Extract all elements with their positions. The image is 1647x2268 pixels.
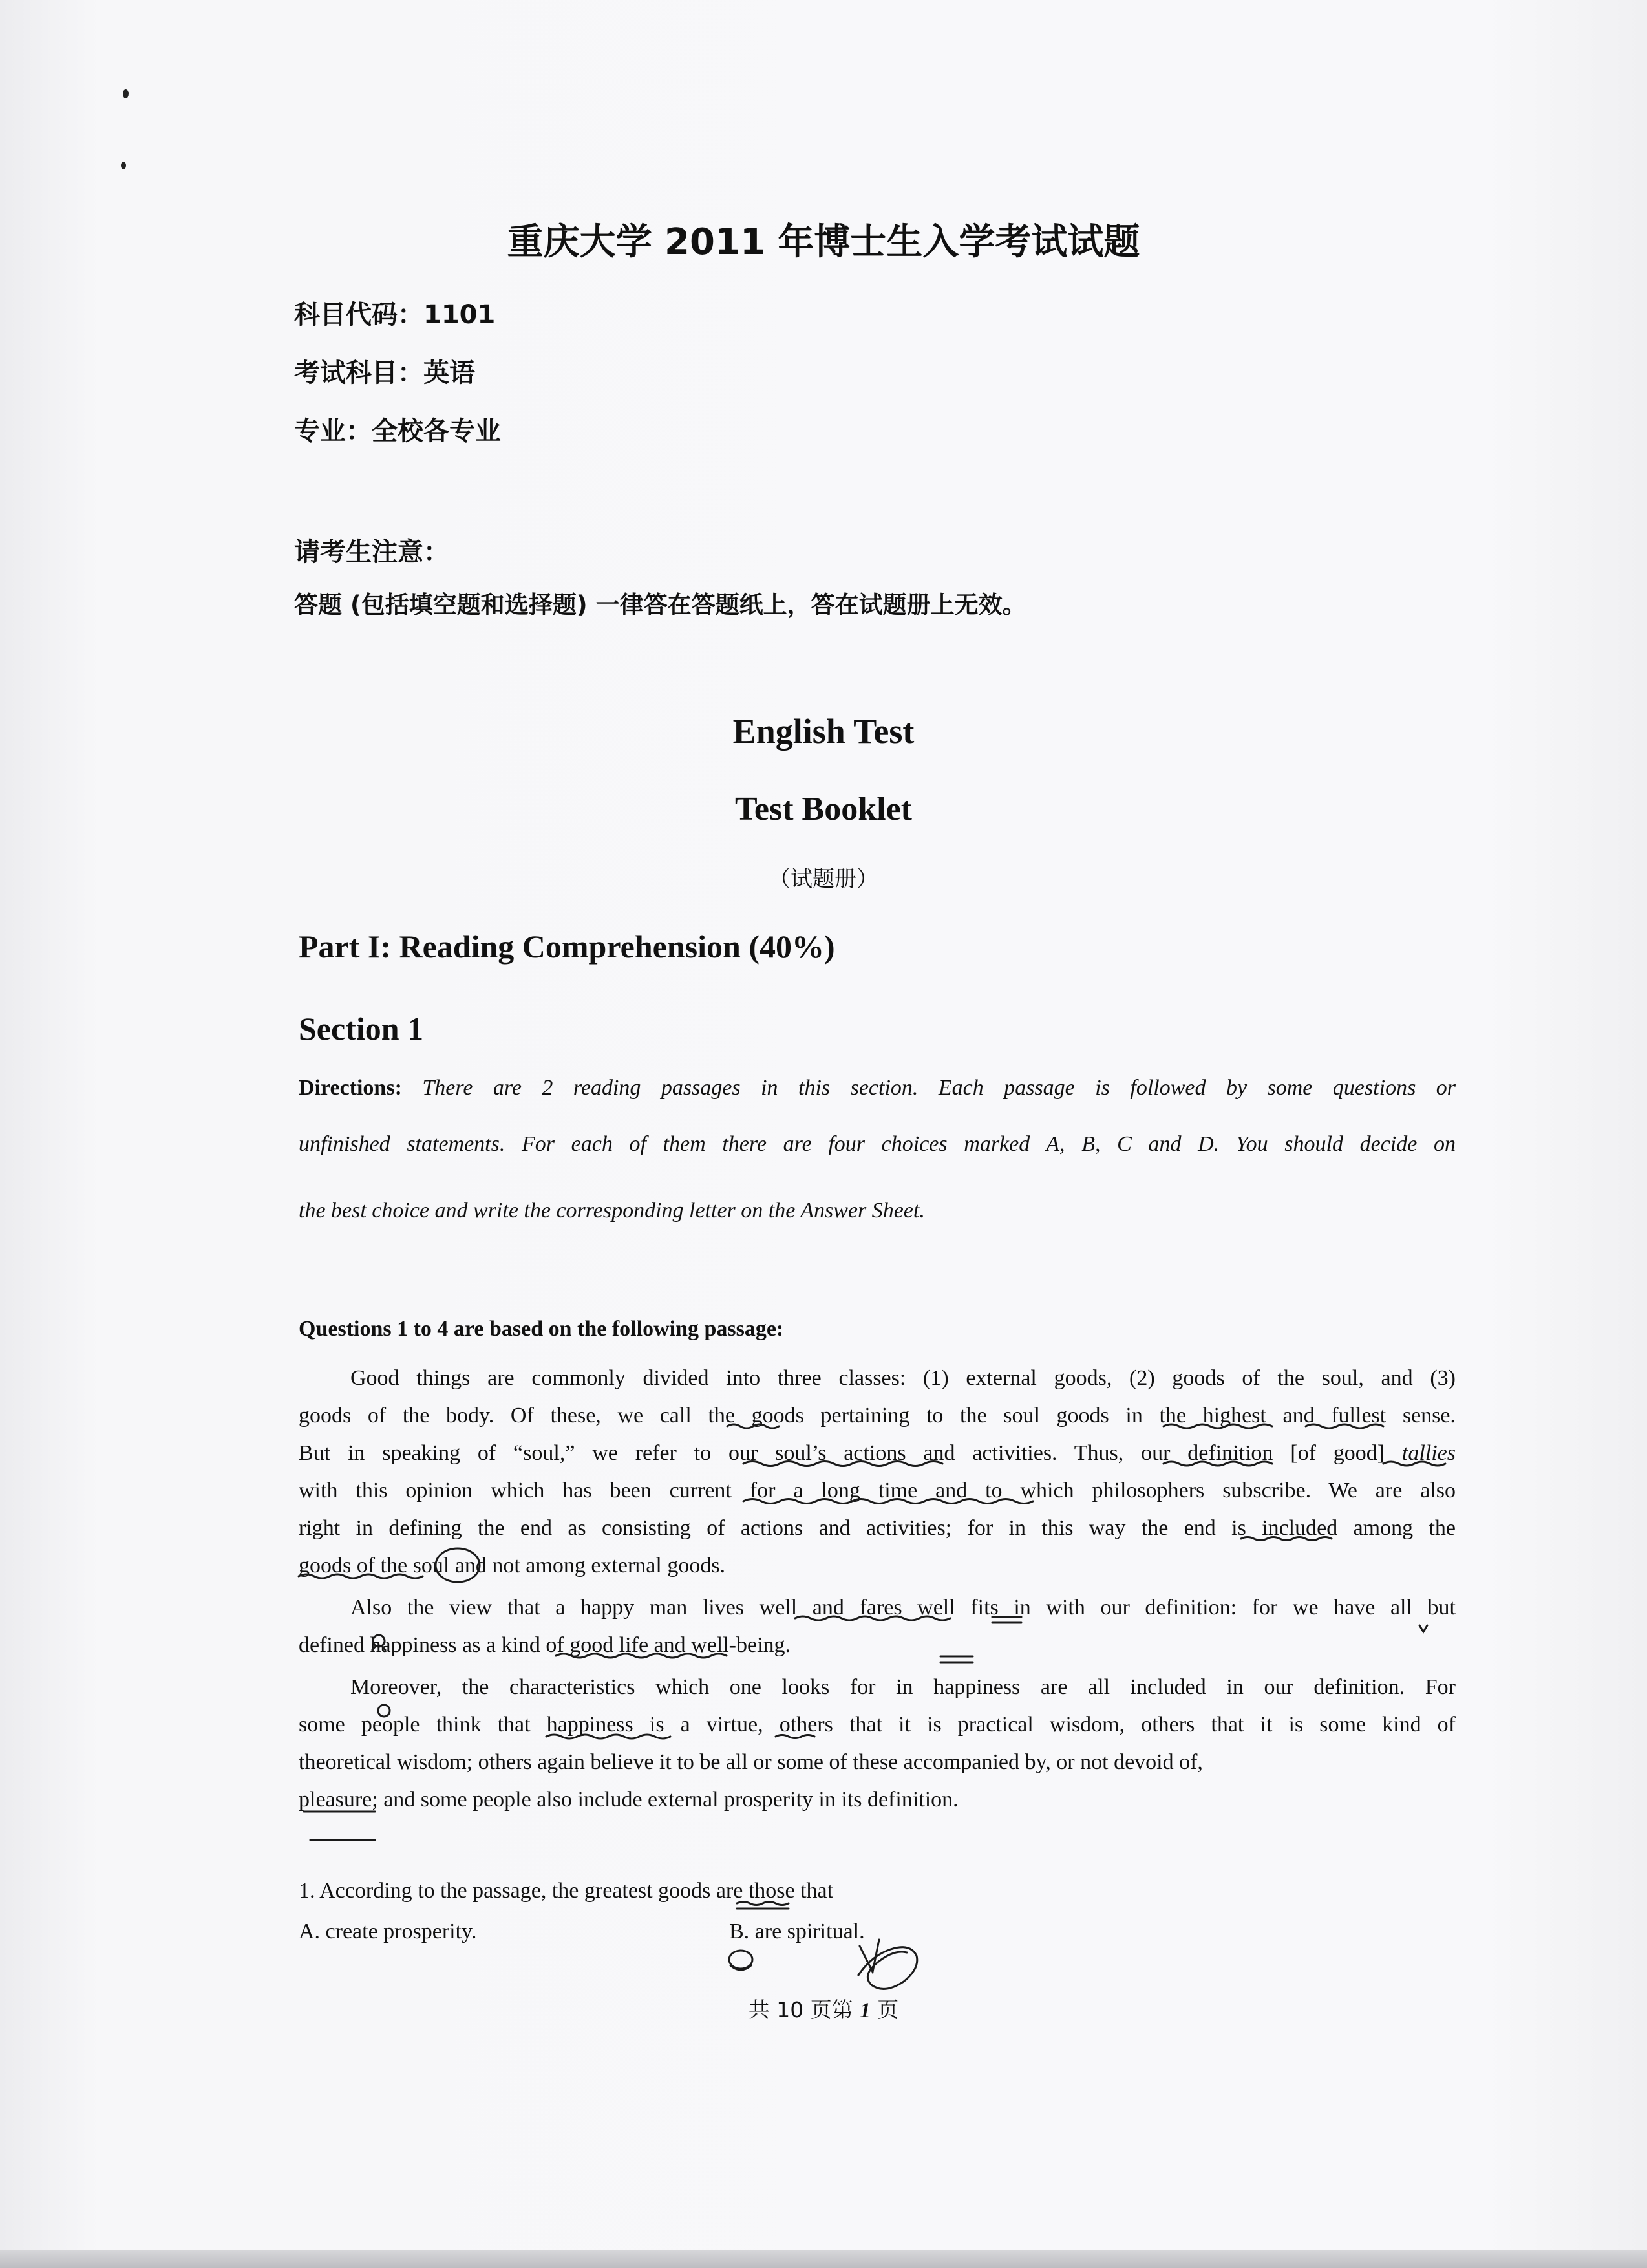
p3-line-1: Moreover, the characteristics which one looks for in happiness are all included in our definition. For [350, 1675, 1456, 1699]
booklet-cn-label: （试题册） [769, 866, 878, 892]
footer-prefix: 共 10 页第 [748, 1997, 853, 2022]
major: 专业：全校各专业 [294, 416, 501, 446]
directions-line-1 [299, 1075, 1456, 1101]
footer-page-number: 1 [860, 1999, 871, 2022]
directions-line-3: the best choice and write the corresponding letter on the Answer Sheet. [299, 1199, 925, 1223]
section-title: Section 1 [299, 1011, 424, 1047]
punch-hole-top [123, 89, 129, 98]
directions-line-2: unfinished statements. For each of them there are four choices marked A, B, C and D. You should decide on [299, 1132, 1456, 1156]
p1-line-4: with this opinion which has been current for a long time and to which philosophers subscribe. We are also [299, 1479, 1456, 1503]
p3-line-4: pleasure; and some people also include external prosperity in its definition. [299, 1788, 959, 1812]
notice-heading: 请考生注意： [294, 537, 449, 567]
tallies-word: tallies [1401, 1441, 1456, 1465]
p3-line-3: theoretical wisdom; others again believe it to be all or some of these accompanied by, or not devoid of, [299, 1750, 1203, 1774]
p1-line-3 [299, 1440, 1456, 1466]
p2-line-1: Also the view that a happy man lives well and fares well fits in with our definition: for we have all but [350, 1596, 1456, 1620]
question-1-option-b: B. are spiritual. [729, 1920, 865, 1943]
p1-line-1: Good things are commonly divided into three classes: (1) external goods, (2) goods of the soul, and (3) [350, 1366, 1456, 1390]
booklet-title: Test Booklet [735, 791, 912, 828]
subject-code: 科目代码：1101 [294, 300, 496, 330]
exam-title: 重庆大学 2011 年博士生入学考试试题 [507, 221, 1140, 263]
page-footer [0, 1993, 1647, 2024]
footer-suffix: 页 [877, 1997, 899, 2022]
directions-text-1: There are 2 reading passages in this section. Each passage is followed by some questions or [422, 1076, 1456, 1100]
p3-line-2: some people think that happiness is a virtue, others that it is practical wisdom, others that it is some kind of [299, 1713, 1456, 1737]
part-title: Part I: Reading Comprehension (40%) [299, 928, 835, 965]
p1-line-5: right in defining the end as consisting of actions and activities; for in this way the end is included among the [299, 1516, 1456, 1540]
question-1-option-a: A. create prosperity. [299, 1920, 477, 1943]
p1-line-2: goods of the body. Of these, we call the goods pertaining to the soul goods in the highest and fullest sense. [299, 1404, 1456, 1428]
test-title: English Test [732, 712, 915, 751]
exam-subject: 考试科目：英语 [294, 358, 475, 388]
question-1-stem: 1. According to the passage, the greatest goods are those that [299, 1879, 834, 1903]
punch-hole-bottom [121, 162, 126, 169]
notice-text: 答题 (包括填空题和选择题) 一律答在答题纸上，答在试题册上无效。 [294, 591, 1026, 619]
directions-label: Directions: [299, 1076, 402, 1100]
p2-line-2: defined happiness as a kind of good life and well-being. [299, 1633, 791, 1657]
p1-line-6: goods of the soul and not among external goods. [299, 1554, 726, 1578]
passage-intro: Questions 1 to 4 are based on the following passage: [299, 1317, 784, 1341]
p1-line-3-text: But in speaking of “soul,” we refer to our soul’s actions and activities. Thus, our definition [of good] [299, 1441, 1385, 1465]
scan-bottom-edge [0, 2250, 1647, 2268]
